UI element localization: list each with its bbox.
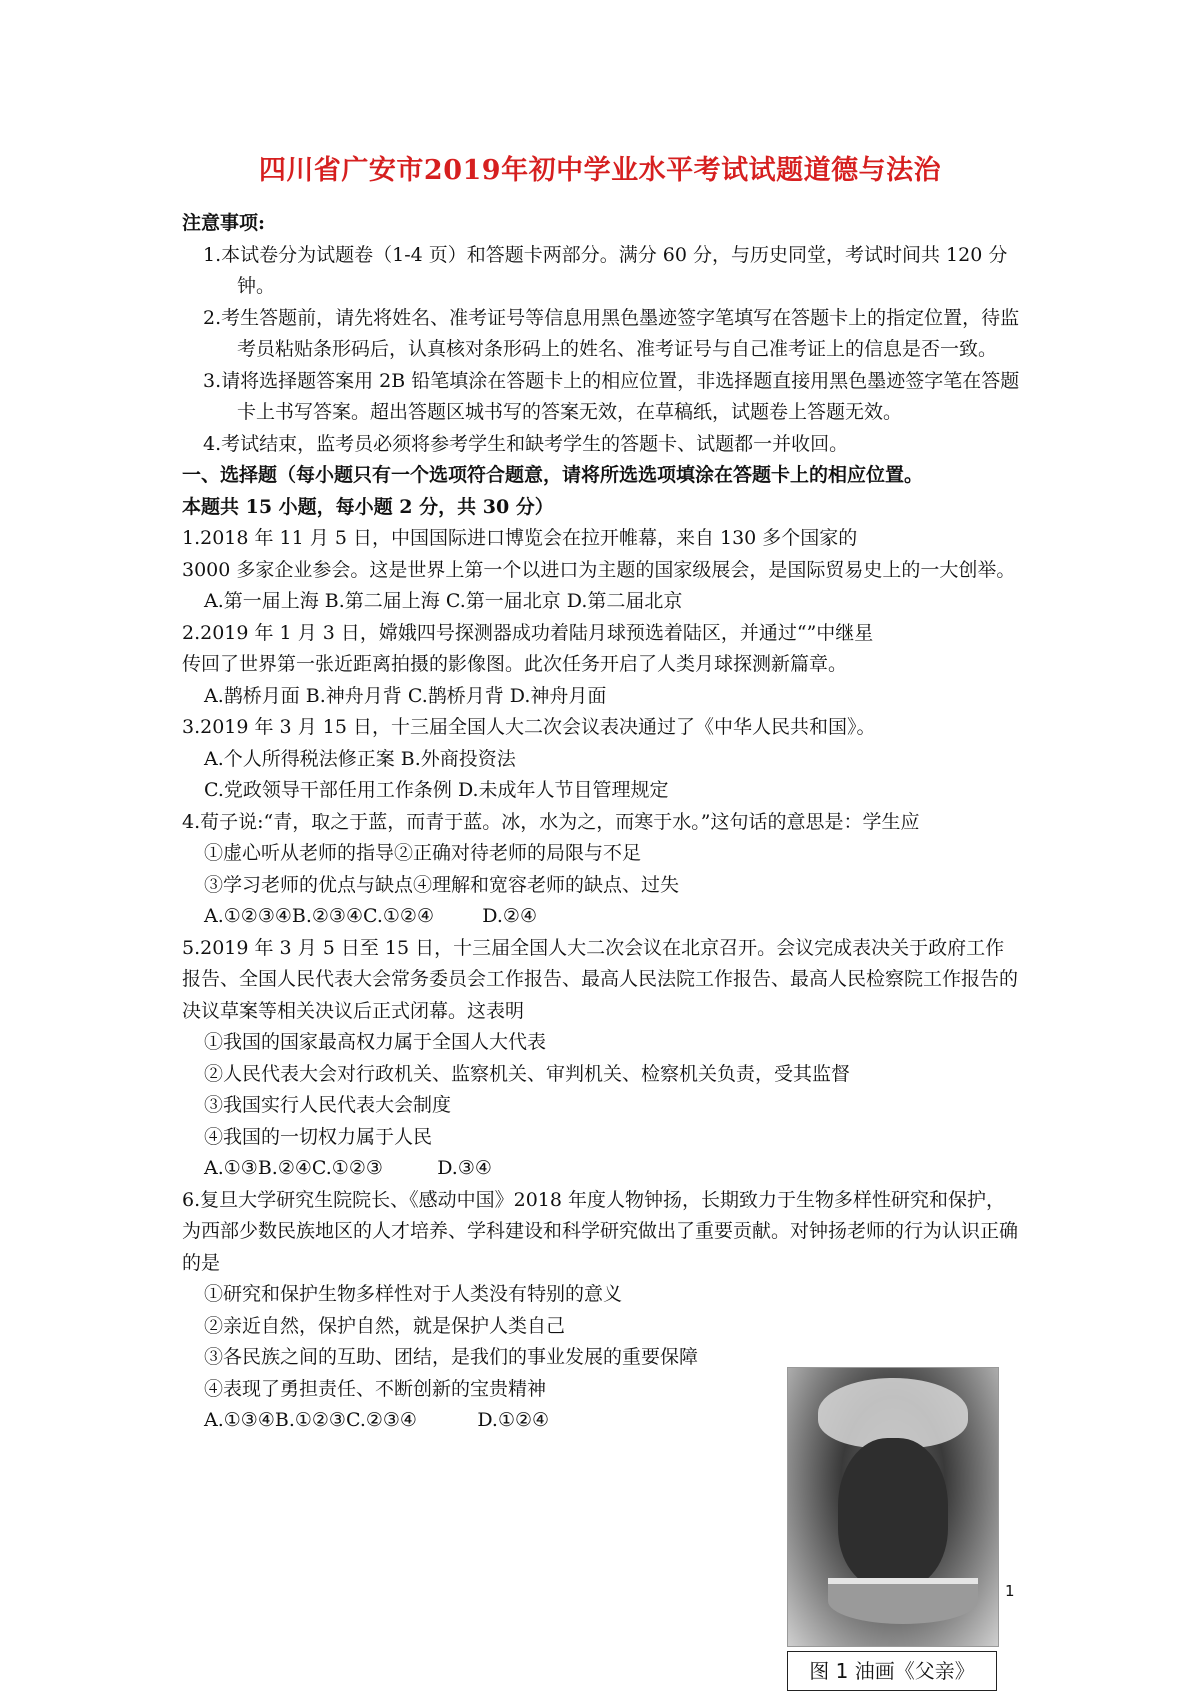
page-number: 1 — [1005, 1582, 1015, 1600]
figure-caption: 图 1 油画《父亲》 — [787, 1651, 997, 1691]
q6-statement-2: ②亲近自然，保护自然，就是保护人类自己 — [204, 1314, 566, 1337]
q3-options-1: A.个人所得税法修正案 B.外商投资法 — [204, 747, 516, 770]
q2-options: A.鹊桥月面 B.神舟月背 C.鹊桥月背 D.神舟月面 — [204, 684, 607, 707]
q1-stem-line1: 1.2018 年 11 月 5 日，中国国际进口博览会在拉开帷幕，来自 130 多个国家的 — [182, 527, 858, 549]
q4-statement-1: ①虚心听从老师的指导②正确对待老师的局限与不足 — [204, 842, 642, 864]
q4-options: A.①②③④B.②③④C.①②④ D.②④ — [204, 905, 537, 927]
q2-stem-line1: 2.2019 年 1 月 3 日，嫦娥四号探测器成功着陆月球预选着陆区，并通过“”中继星 — [182, 621, 874, 644]
section-heading-line2: 本题共 15 小题，每小题 2 分，共 30 分） — [182, 495, 554, 518]
q6-statement-4: ④表现了勇担责任、不断创新的宝贵精神 — [204, 1377, 547, 1400]
q5-statement-1: ①我国的国家最高权力属于全国人大代表 — [204, 1031, 547, 1053]
q5-statement-4: ④我国的一切权力属于人民 — [204, 1125, 433, 1148]
q4-stem: 4.荀子说:“青，取之于蓝，而青于蓝。冰，水为之，而寒于水。”这句话的意思是：学生应 — [182, 810, 920, 833]
document-body — [182, 208, 1022, 1437]
notice-item-1: 1.本试卷分为试题卷（1-4 页）和答题卡两部分。满分 60 分，与历史同堂，考试时间共 120 分钟。 — [203, 243, 1008, 297]
q6-stem: 6.复旦大学研究生院院长、《感动中国》2018 年度人物钟扬，长期致力于生物多样性研究和保护，为西部少数民族地区的人才培养、学科建设和科学研究做出了重要贡献。对钟扬老师的行为认识正确的是 — [182, 1188, 1019, 1274]
q6-options: A.①③④B.①②③C.②③④ D.①②④ — [204, 1409, 550, 1431]
face-shape — [838, 1438, 948, 1588]
oil-painting-figure — [787, 1367, 997, 1692]
q5-options: A.①③B.②④C.①②③ D.③④ — [204, 1157, 492, 1179]
q5-statement-3: ③我国实行人民代表大会制度 — [204, 1094, 452, 1116]
bowl-shape — [828, 1578, 978, 1624]
q1-stem-line2: 3000 多家企业参会。这是世界上第一个以进口为主题的国家级展会，是国际贸易史上的一大创举。 — [182, 558, 1016, 581]
q2-stem-line2: 传回了世界第一张近距离拍摄的影像图。此次任务开启了人类月球探测新篇章。 — [182, 653, 848, 675]
notice-item-2: 2.考生答题前，请先将姓名、准考证号等信息用黑色墨迹签字笔填写在答题卡上的指定位置，待监考员粘贴条形码后，认真核对条形码上的姓名、准考证号与自己准考证上的信息是否一致。 — [203, 306, 1020, 360]
q3-stem: 3.2019 年 3 月 15 日，十三届全国人大二次会议表决通过了《中华人民共和国》。 — [182, 716, 876, 738]
notice-item-4: 4.考试结束，监考员必须将参考学生和缺考学生的答题卡、试题都一并收回。 — [203, 432, 849, 455]
q5-stem: 5.2019 年 3 月 5 日至 15 日，十三届全国人大二次会议在北京召开。会议完成表决关于政府工作报告、全国人民代表大会常务委员会工作报告、最高人民法院工作报告、最高人民检察院工作报告的决议草案等相关决议后正式闭幕。这表明 — [182, 936, 1019, 1022]
q3-options-2: C.党政领导干部任用工作条例 D.未成年人节目管理规定 — [204, 779, 669, 801]
notice-heading: 注意事项: — [182, 212, 266, 234]
q1-options: A.第一届上海 B.第二届上海 C.第一届北京 D.第二届北京 — [204, 590, 683, 612]
q6-statement-3: ③各民族之间的互助、团结，是我们的事业发展的重要保障 — [204, 1346, 699, 1368]
document-title: 四川省广安市2019年初中学业水平考试试题道德与法治 — [258, 155, 942, 186]
oil-painting-image — [787, 1367, 999, 1647]
q4-statement-2: ③学习老师的优点与缺点④理解和宽容老师的缺点、过失 — [204, 873, 680, 896]
notice-item-3: 3.请将选择题答案用 2B 铅笔填涂在答题卡上的相应位置，非选择题直接用黑色墨迹签字笔在答题卡上书写答案。超出答题区城书写的答案无效，在草稿纸，试题卷上答题无效。 — [203, 369, 1020, 423]
q6-statement-1: ①研究和保护生物多样性对于人类没有特别的意义 — [204, 1283, 623, 1305]
q5-statement-2: ②人民代表大会对行政机关、监察机关、审判机关、检察机关负责，受其监督 — [204, 1062, 851, 1085]
section-heading-line1: 一、选择题（每小题只有一个选项符合题意，请将所选选项填涂在答题卡上的相应位置。 — [182, 464, 924, 486]
